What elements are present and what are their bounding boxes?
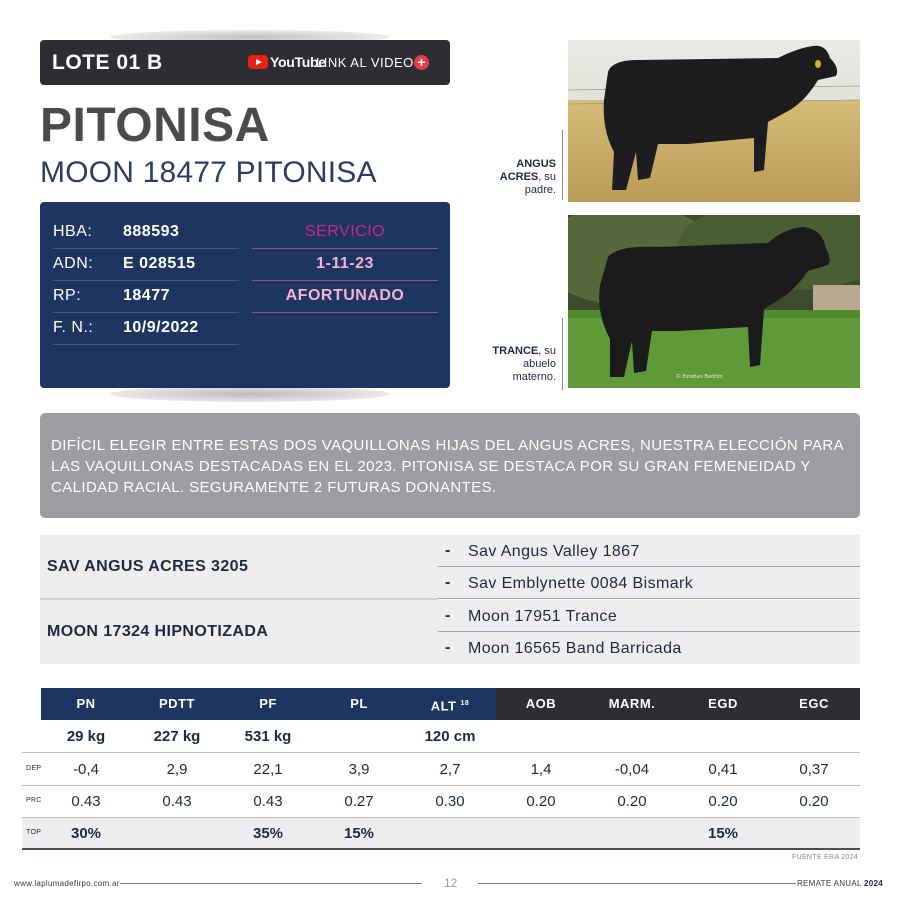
registry-value: 888593 xyxy=(123,223,180,240)
youtube-play-icon xyxy=(248,55,268,69)
table-cell: 0.30 xyxy=(435,793,465,810)
lote-header-bar xyxy=(40,40,450,85)
footer-line-left xyxy=(120,883,422,884)
column-header xyxy=(314,688,405,720)
table-cell: 0.43 xyxy=(162,793,192,810)
lote-title: LOTE 01 B xyxy=(52,51,163,74)
photo-watermark: © Esteban Bedrito xyxy=(676,374,723,380)
table-cell: 0.43 xyxy=(71,793,101,810)
video-link[interactable]: LINK AL VIDEO xyxy=(316,55,414,70)
pedigree-dam-sire xyxy=(438,600,860,632)
pedigree-ancestor-name: Sav Emblynette 0084 Bismark xyxy=(468,575,694,592)
table-row-dep xyxy=(22,754,860,786)
service-date-row xyxy=(252,249,438,281)
pedigree-sire xyxy=(40,535,438,599)
column-header xyxy=(132,688,223,720)
grandsire-caption-name: TRANCE xyxy=(492,345,539,357)
table-row-prc xyxy=(22,786,860,818)
row-label-dep: DEP xyxy=(26,765,42,772)
registry-row-rp xyxy=(53,281,239,313)
column-header xyxy=(769,688,860,720)
pedigree-sire-name: SAV ANGUS ACRES 3205 xyxy=(47,558,249,575)
table-cell: -0,4 xyxy=(73,761,99,778)
sire-photo xyxy=(568,40,860,202)
table-cell: 0,37 xyxy=(799,761,829,778)
column-header xyxy=(678,688,769,720)
column-header-label: MARM. xyxy=(608,696,656,711)
service-bull-row xyxy=(252,281,438,313)
animal-full-name: MOON 18477 PITONISA xyxy=(40,156,377,189)
service-bull: AFORTUNADO xyxy=(285,287,405,304)
registry-value: E 028515 xyxy=(123,255,196,272)
column-header-label: PL xyxy=(350,696,368,711)
table-row-measures xyxy=(22,721,860,753)
table-cell: 0.27 xyxy=(344,793,374,810)
registry-label: F. N.: xyxy=(53,319,94,336)
sire-caption xyxy=(476,158,556,197)
sire-caption-text: , su padre. xyxy=(524,171,556,196)
service-date: 1-11-23 xyxy=(316,255,374,272)
table-cell: 0.20 xyxy=(617,793,647,810)
pedigree-ancestor-name: Moon 16565 Band Barricada xyxy=(468,640,682,657)
row-label-top: TOP xyxy=(26,829,42,836)
pedigree-dash: - xyxy=(445,574,451,591)
service-heading-row xyxy=(252,217,438,249)
table-row-top xyxy=(22,818,860,850)
column-header-label: PF xyxy=(259,696,277,711)
caption-divider xyxy=(562,318,563,390)
row-label-prc: PRC xyxy=(26,797,42,804)
table-cell: 0.20 xyxy=(526,793,556,810)
column-header xyxy=(405,688,496,720)
pedigree-dash: - xyxy=(445,542,451,559)
footer-remate-text: REMATE ANUAL xyxy=(796,879,862,888)
youtube-logo[interactable] xyxy=(248,54,326,70)
table-cell: 0.20 xyxy=(799,793,829,810)
table-cell: 1,4 xyxy=(530,761,552,778)
footer-remate xyxy=(797,879,883,888)
registry-shadow xyxy=(110,386,390,402)
column-header xyxy=(587,688,678,720)
pedigree-sire-dam xyxy=(438,567,860,599)
column-header xyxy=(41,688,132,720)
pedigree-ancestor-name: Sav Angus Valley 1867 xyxy=(468,543,640,560)
footer-line-right xyxy=(478,883,796,884)
registry-value: 10/9/2022 xyxy=(123,319,199,336)
registry-row-fn xyxy=(53,313,239,345)
grandsire-caption-text: , su abuelo materno. xyxy=(512,345,556,383)
column-header xyxy=(496,688,587,720)
pedigree-ancestor-name: Moon 17951 Trance xyxy=(468,608,618,625)
table-cell: 30% xyxy=(70,825,102,842)
table-source: FUENTE ERA 2024 xyxy=(792,854,858,861)
table-cell: 15% xyxy=(343,825,375,842)
table-cell: 15% xyxy=(707,825,739,842)
table-cell: 531 kg xyxy=(244,728,292,745)
column-header-label: PDTT xyxy=(159,696,195,711)
table-cell: 0,41 xyxy=(708,761,738,778)
comment-text: DIFÍCIL ELEGIR ENTRE ESTAS DOS VAQUILLONAS HIJAS DEL ANGUS ACRES, NUESTRA ELECCIÓN PARA LAS VAQUILLONAS DESTACADAS EN EL 2023. PITONISA SE DESTACA POR SU GRAN FEMENEIDAD Y CALIDAD RACIAL. SEGURAMENTE 2 FUTURAS DONANTES. xyxy=(51,437,844,496)
table-header xyxy=(0,688,900,720)
registry-label: RP: xyxy=(53,287,82,304)
registry-box xyxy=(40,202,450,388)
service-heading: SERVICIO xyxy=(304,223,386,240)
column-header-label: EGD xyxy=(708,696,738,711)
column-header xyxy=(223,688,314,720)
registry-label: HBA: xyxy=(53,223,93,240)
footer-url[interactable]: www.laplumadefirpo.com.ar xyxy=(14,879,120,888)
pedigree-dash: - xyxy=(445,639,451,656)
column-header-label: ALT xyxy=(430,698,457,714)
youtube-wordmark: YouTube xyxy=(270,54,326,70)
page-number: 12 xyxy=(444,876,458,890)
registry-row-adn xyxy=(53,249,239,281)
comment-box xyxy=(40,413,860,518)
animal-name: PITONISA xyxy=(40,99,270,152)
grandsire-photo xyxy=(568,215,860,388)
table-cell: 2,7 xyxy=(439,761,461,778)
pedigree-dam-name: MOON 17324 HIPNOTIZADA xyxy=(47,623,269,640)
table-cell: 22,1 xyxy=(253,761,283,778)
registry-row-hba xyxy=(53,217,239,249)
table-cell: 2,9 xyxy=(166,761,188,778)
column-header-label: PN xyxy=(76,696,96,711)
pedigree-dam-dam xyxy=(438,632,860,664)
table-cell: -0,04 xyxy=(614,761,650,778)
column-header-label: EGC xyxy=(799,696,829,711)
column-header-superscript: 18 xyxy=(460,700,470,707)
pedigree-dash: - xyxy=(445,607,451,624)
table-cell: 120 cm xyxy=(424,728,476,745)
table-cell: 35% xyxy=(252,825,284,842)
table-cell: 29 kg xyxy=(66,728,106,745)
plus-icon[interactable]: + xyxy=(414,55,429,70)
table-cell: 3,9 xyxy=(348,761,370,778)
footer-year: 2024 xyxy=(864,879,883,888)
grandsire-caption xyxy=(486,345,556,384)
registry-label: ADN: xyxy=(53,255,94,272)
caption-divider xyxy=(562,130,563,200)
column-header-label: AOB xyxy=(525,696,557,711)
registry-value: 18477 xyxy=(123,287,170,304)
pedigree-dam xyxy=(40,600,438,664)
table-cell: 0.43 xyxy=(253,793,283,810)
table-cell: 0.20 xyxy=(708,793,738,810)
sire-caption-name: ANGUS ACRES xyxy=(499,158,556,183)
pedigree-sire-sire xyxy=(438,535,860,567)
table-cell: 227 kg xyxy=(153,728,201,745)
